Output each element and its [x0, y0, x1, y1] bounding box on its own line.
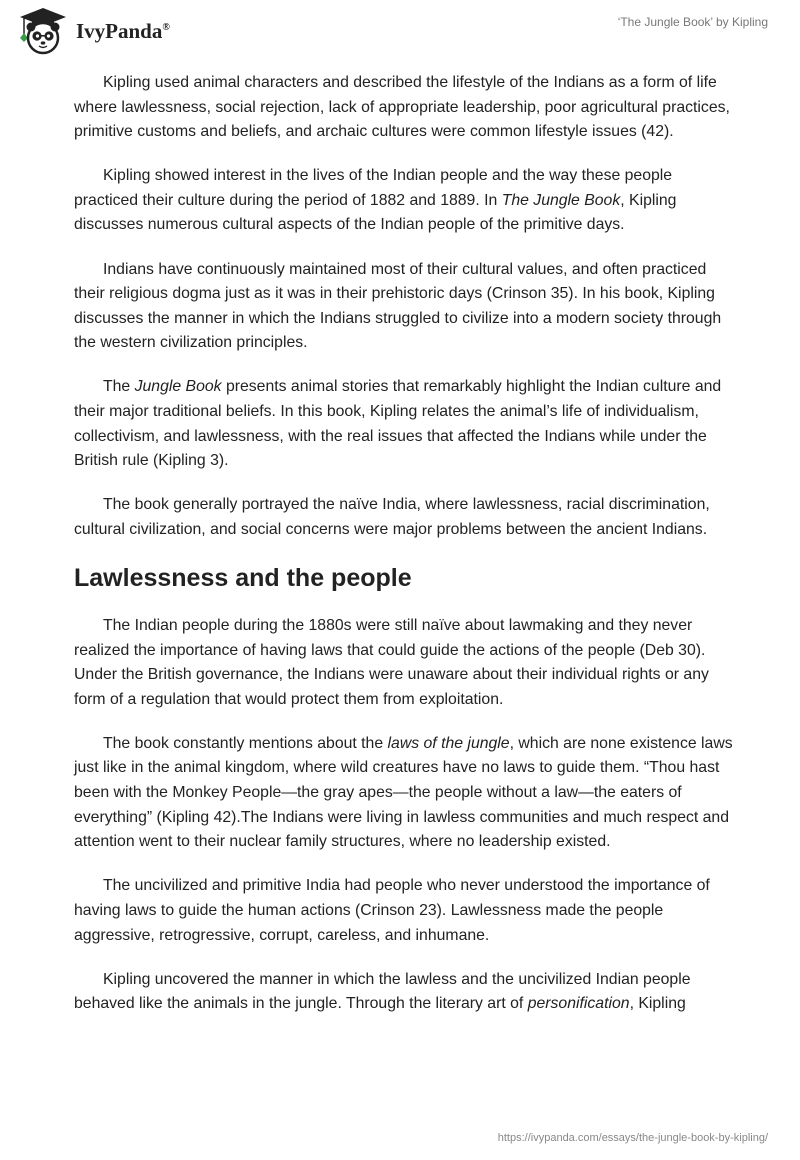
- paragraph-9: Kipling uncovered the manner in which the lawless and the uncivilized Indian people behaved like the animals in the jungle. Through the literary art of personification, Kipling: [74, 970, 691, 1013]
- paragraph-6: The Indian people during the 1880s were still naïve about lawmaking and they never realized the importance of having laws that could guide the actions of the people (Deb 30). Under the British governance, the Indians were unaware about their individual rights or any form of a regulation that would protect them from exploitation.: [74, 617, 709, 708]
- paragraph-2: Kipling showed interest in the lives of the Indian people and the way these people practiced their culture during the period of 1882 and 1889. In The Jungle Book, Kipling discusses numerous cultural aspects of the Indian people of the primitive days.: [74, 167, 677, 234]
- ivypanda-logo[interactable]: [14, 6, 170, 56]
- document-title: ‘The Jungle Book’ by Kipling: [617, 15, 768, 29]
- paragraph-3: Indians have continuously maintained most of their cultural values, and often practiced their religious dogma just as it was in their prehistoric days (Crinson 35). In his book, Kipling discusses the manner in which the Indians struggled to civilize into a modern society through the western civilization principles.: [74, 260, 722, 352]
- essay-body: [74, 71, 734, 1036]
- paragraph-7: The book constantly mentions about the laws of the jungle, which are none existence laws just like in the animal kingdom, where wild creatures have no laws to guide them. “Thou hast been with the Monkey People—the gray apes—the people without a law—the eaters of everything” (Kipling 42).The Indians were living in lawless communities and much respect and attention went to their nuclear family structures, where no leadership existed.: [74, 734, 733, 851]
- brand-name: IvyPanda®: [76, 18, 170, 43]
- paragraph-8: The uncivilized and primitive India had people who never understood the importance of having laws to guide the human actions (Crinson 23). Lawlessness made the people aggressive, retrogressive, corrupt, careless, and inhumane.: [74, 877, 710, 944]
- book-title-italic: The Jungle Book: [501, 191, 621, 209]
- section-heading: Lawlessness and the people: [74, 564, 412, 592]
- book-title-italic: Jungle Book: [134, 378, 222, 396]
- paragraph-4: The Jungle Book presents animal stories that remarkably highlight the Indian culture and their major traditional beliefs. In this book, Kipling relates the animal’s life of individualism, collectivism, and lawlessness, with the real issues that affected the Indians while under the British rule (Kipling 3).: [74, 378, 722, 470]
- emphasis-italic: laws of the jungle: [387, 734, 510, 752]
- paragraph-5: The book generally portrayed the naïve India, where lawlessness, racial discrimination, cultural civilization, and social concerns were major problems between the ancient Indians.: [74, 496, 710, 538]
- panda-graduate-icon: [14, 6, 72, 56]
- paragraph-1: Kipling used animal characters and described the lifestyle of the Indians as a form of life where lawlessness, social rejection, lack of appropriate leadership, poor agricultural practices, primitive customs and beliefs, and archaic cultures were common lifestyle issues (42).: [74, 74, 730, 141]
- emphasis-italic: personification: [527, 995, 630, 1013]
- page-header: [0, 0, 800, 64]
- source-url[interactable]: https://ivypanda.com/essays/the-jungle-book-by-kipling/: [497, 1132, 768, 1144]
